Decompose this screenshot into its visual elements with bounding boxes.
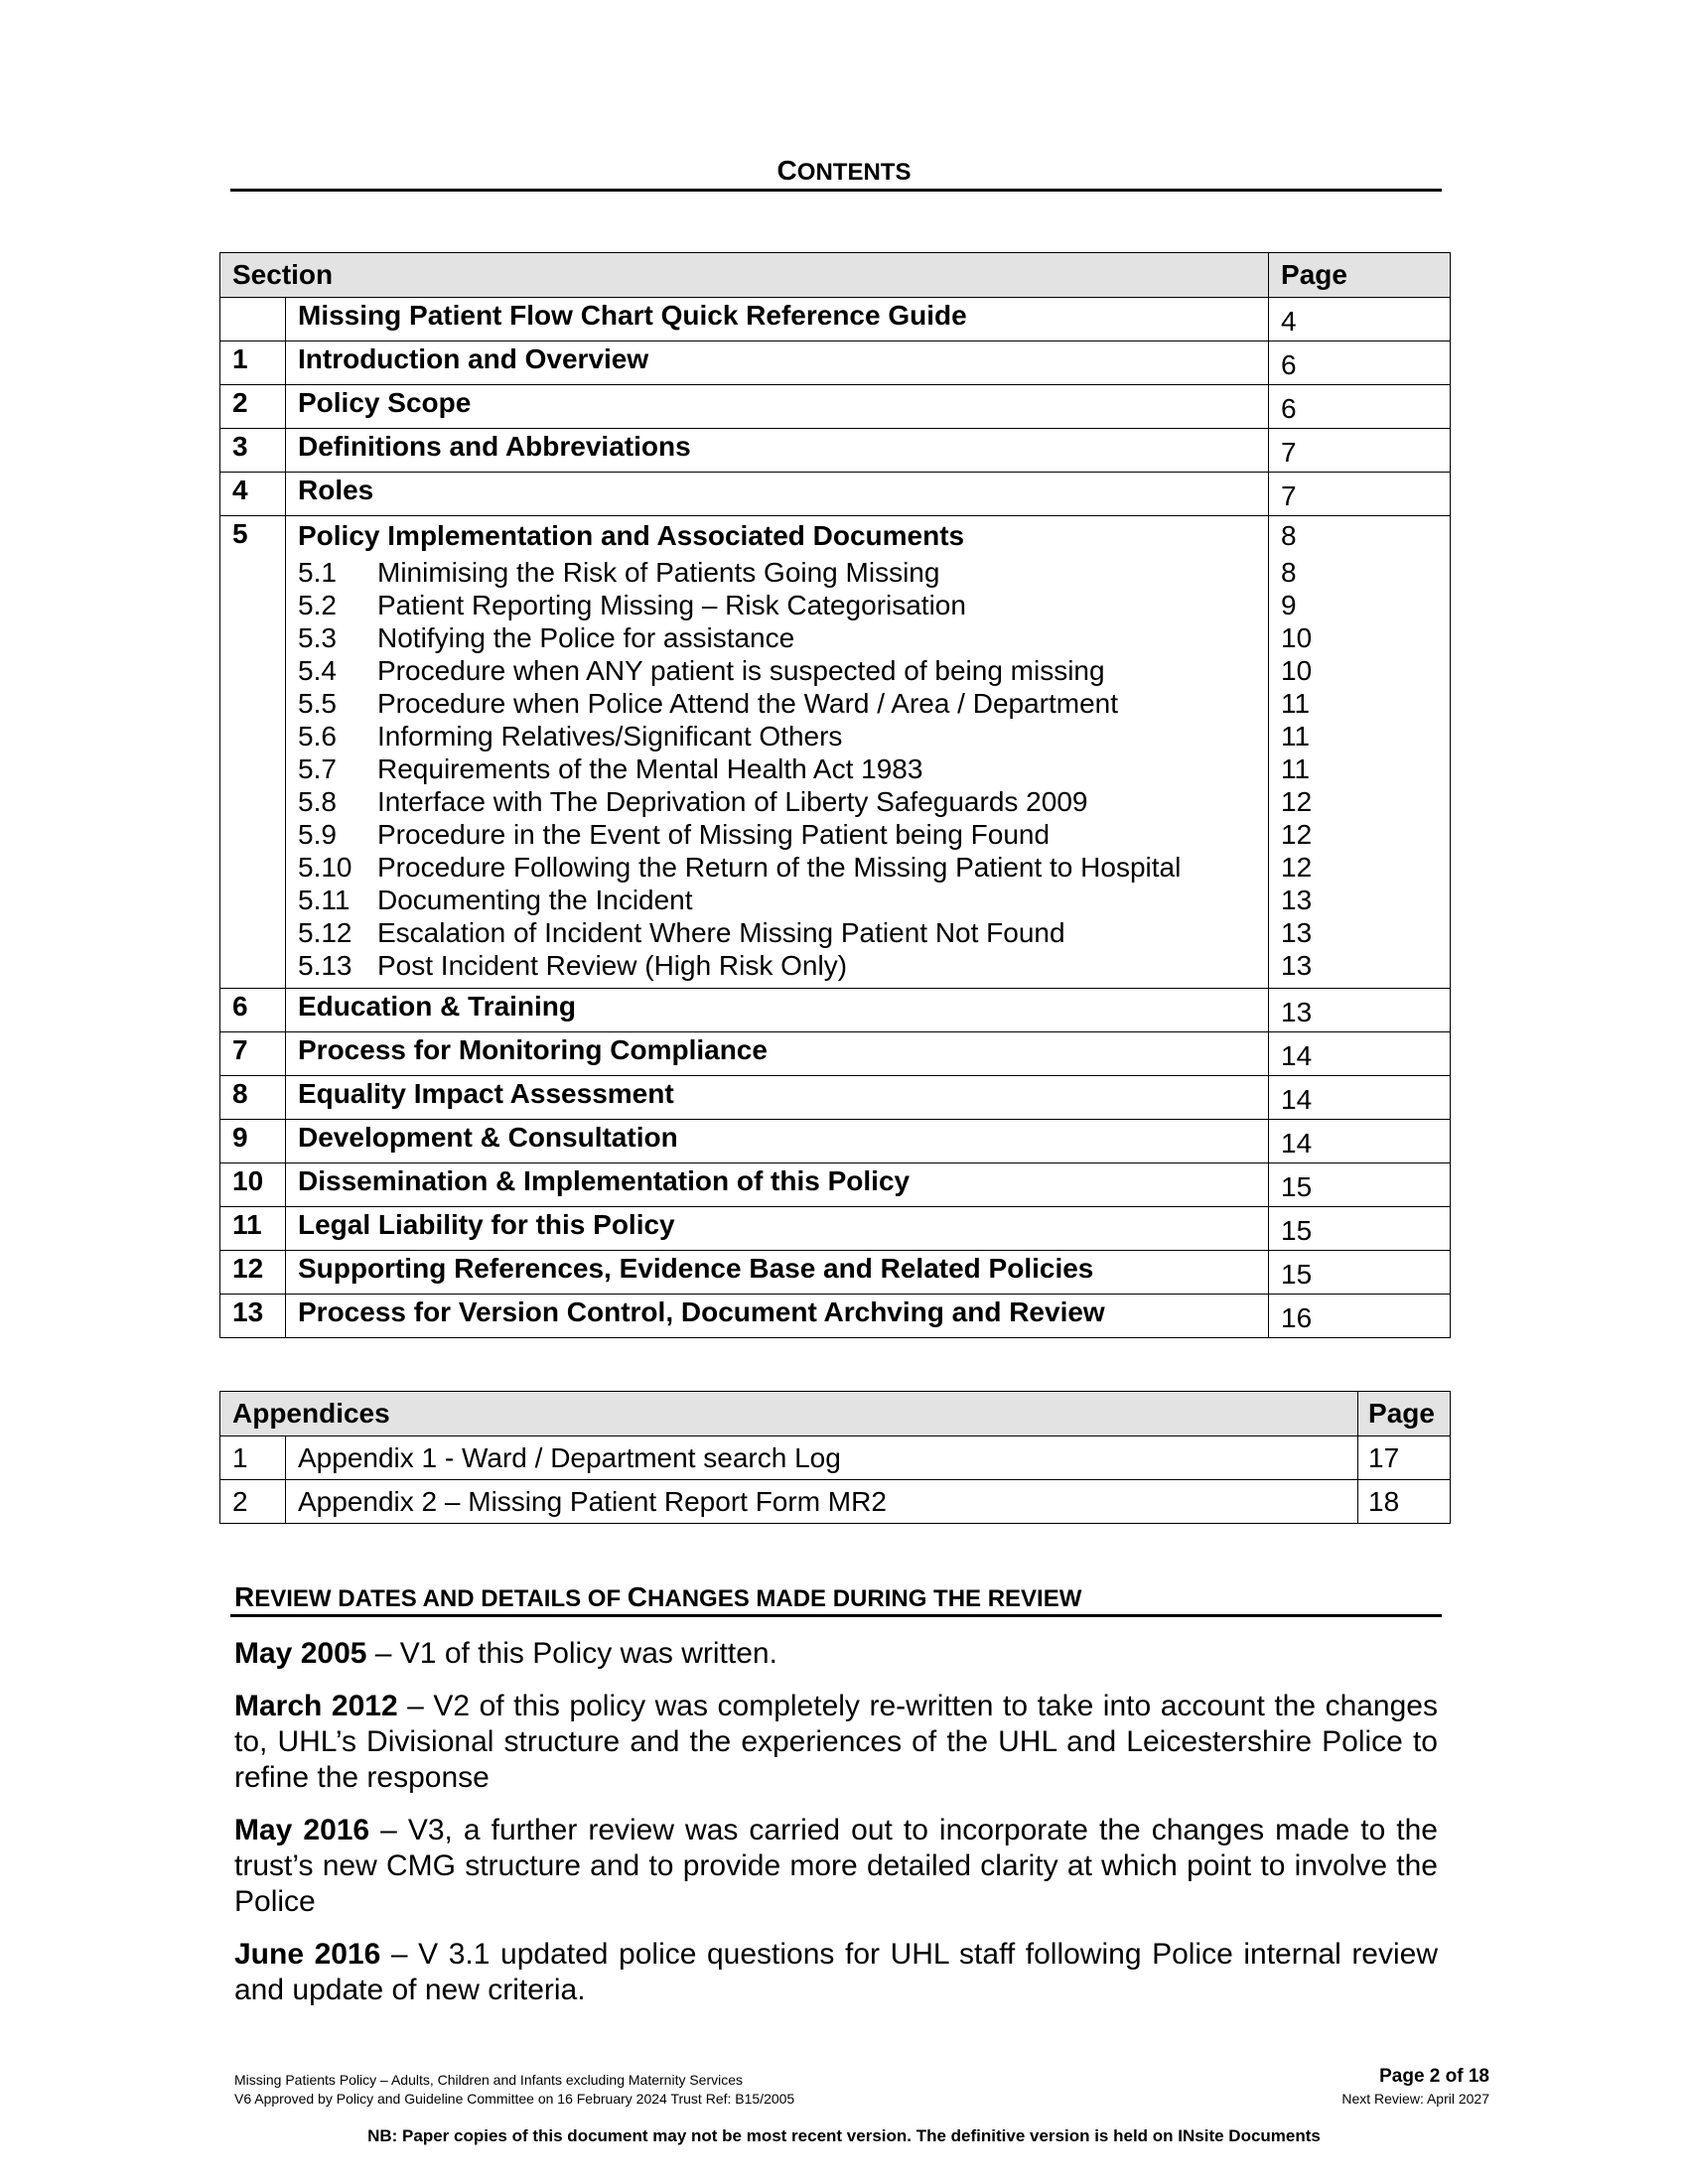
section-page: 7 (1269, 429, 1451, 473)
section-number: 8 (220, 1076, 286, 1120)
section-number: 7 (220, 1032, 286, 1076)
appendix-page: 18 (1358, 1480, 1451, 1524)
subsection-title: Procedure when Police Attend the Ward / Area / Department (377, 688, 1119, 719)
subsection-page: 12 (1281, 786, 1313, 817)
section-page: 7 (1269, 473, 1451, 516)
section-number: 2 (220, 385, 286, 429)
subsection-page: 13 (1281, 885, 1313, 915)
section-page: 6 (1269, 341, 1451, 385)
section-title[interactable]: Introduction and Overview (286, 341, 1269, 385)
contents-table (219, 252, 1451, 1338)
contents-heading: CONTENTS (776, 155, 912, 186)
contents-rule (230, 189, 1442, 192)
subsection-title: Notifying the Police for assistance (377, 622, 795, 653)
section-number: 10 (220, 1163, 286, 1207)
subsection-number: 5.3 (298, 622, 337, 653)
review-heading: REVIEW DATES AND DETAILS OF CHANGES MADE DURING THE REVIEW (234, 1581, 1082, 1612)
subsection-page: 9 (1281, 590, 1297, 620)
subsection-title: Procedure in the Event of Missing Patient being Found (377, 819, 1051, 850)
section-number: 11 (220, 1207, 286, 1251)
subsection-number: 5.13 (298, 950, 352, 981)
toc-row (220, 1295, 1451, 1338)
change-log (234, 1636, 1438, 2025)
section-page: 15 (1269, 1207, 1451, 1251)
toc-row (220, 1032, 1451, 1076)
subsection-number: 5.10 (298, 852, 352, 883)
subsection-item[interactable] (298, 851, 1268, 884)
subsection-title: Procedure when ANY patient is suspected of being missing (377, 655, 1105, 686)
subsection-number: 5.4 (298, 655, 337, 686)
section-title[interactable]: Equality Impact Assessment (286, 1076, 1269, 1120)
section-page: 15 (1269, 1163, 1451, 1207)
appendix-title[interactable]: Appendix 2 – Missing Patient Report Form MR2 (286, 1480, 1358, 1524)
subsection-page: 13 (1281, 950, 1313, 981)
subsection-page: 10 (1281, 655, 1313, 686)
subsection-title: Post Incident Review (High Risk Only) (377, 950, 848, 981)
subsection-item[interactable] (298, 621, 1268, 654)
subsection-page: 12 (1281, 852, 1313, 883)
page-number: Page 2 of 18 (1379, 2066, 1489, 2087)
subsection-number: 5.7 (298, 753, 337, 784)
section-title[interactable]: Process for Version Control, Document Archving and Review (286, 1295, 1269, 1338)
change-entry (234, 1689, 1438, 1796)
toc-row (220, 385, 1451, 429)
footer-note: NB: Paper copies of this document may not be most recent version. The definitive version is held on INsite Documents (367, 2126, 1321, 2145)
section-header: Section (220, 253, 1269, 298)
subsection-item[interactable] (298, 589, 1268, 621)
section-title[interactable]: Development & Consultation (286, 1120, 1269, 1163)
appendices-table (219, 1391, 1451, 1524)
toc-row (220, 1076, 1451, 1120)
subsection-number: 5.6 (298, 721, 337, 751)
subsection-number: 5.1 (298, 557, 337, 588)
section-page: 15 (1269, 1251, 1451, 1295)
subsection-title: Escalation of Incident Where Missing Patient Not Found (377, 917, 1065, 948)
subsection-number: 5.2 (298, 590, 337, 620)
appendix-page: 17 (1358, 1436, 1451, 1480)
section-title[interactable]: Education & Training (286, 989, 1269, 1032)
subsection-title: Informing Relatives/Significant Others (377, 721, 843, 751)
subsection-number: 5.12 (298, 917, 352, 948)
appendix-title[interactable]: Appendix 1 - Ward / Department search Log (286, 1436, 1358, 1480)
subsection-item[interactable] (298, 654, 1268, 687)
toc-row (220, 1120, 1451, 1163)
section-title[interactable]: Missing Patient Flow Chart Quick Reference Guide (286, 298, 1269, 341)
appendix-row (220, 1480, 1451, 1524)
section-number: 13 (220, 1295, 286, 1338)
section-5-page: 8 (1281, 520, 1297, 551)
subsection-page: 12 (1281, 819, 1313, 850)
next-review: Next Review: April 2027 (1341, 2091, 1489, 2107)
subsection-item[interactable] (298, 785, 1268, 818)
subsection-title: Minimising the Risk of Patients Going Missing (377, 557, 940, 588)
section-title[interactable]: Policy Scope (286, 385, 1269, 429)
change-date: June 2016 (234, 1938, 381, 1971)
section-number: 4 (220, 473, 286, 516)
section-5-title[interactable]: Policy Implementation and Associated Documents (298, 520, 965, 551)
change-text: – V1 of this Policy was written. (366, 1637, 777, 1670)
appendix-row (220, 1436, 1451, 1480)
change-date: May 2005 (234, 1637, 367, 1670)
change-date: March 2012 (234, 1690, 398, 1722)
subsection-item[interactable] (298, 752, 1268, 785)
subsection-item[interactable] (298, 720, 1268, 752)
section-page: 6 (1269, 385, 1451, 429)
change-text: – V2 of this policy was completely re-written to take into account the changes to, UHL’s Divisional structure and the experiences of the UHL and Leicestershire Police to refine the response (234, 1690, 1438, 1794)
section-title[interactable]: Definitions and Abbreviations (286, 429, 1269, 473)
subsection-item[interactable] (298, 916, 1268, 949)
toc-row (220, 989, 1451, 1032)
change-entry (234, 1636, 1438, 1672)
subsection-page: 10 (1281, 622, 1313, 653)
subsection-title: Patient Reporting Missing – Risk Categorisation (377, 590, 966, 620)
section-title[interactable]: Supporting References, Evidence Base and Related Policies (286, 1251, 1269, 1295)
subsection-title: Procedure Following the Return of the Missing Patient to Hospital (377, 852, 1182, 883)
section-number: 9 (220, 1120, 286, 1163)
change-text: – V 3.1 updated police questions for UHL staff following Police internal review and update of new criteria. (234, 1938, 1439, 2006)
subsection-item[interactable] (298, 949, 1268, 982)
subsection-list (298, 556, 1268, 982)
section-number: 5 (220, 516, 286, 989)
section-number: 1 (220, 341, 286, 385)
subsection-item[interactable] (298, 818, 1268, 851)
section-page: 14 (1269, 1076, 1451, 1120)
section-title[interactable]: Process for Monitoring Compliance (286, 1032, 1269, 1076)
change-date: May 2016 (234, 1814, 370, 1846)
appendices-header: Appendices (220, 1392, 1358, 1436)
subsection-title: Requirements of the Mental Health Act 1983 (377, 753, 923, 784)
subsection-pages (1281, 556, 1450, 982)
toc-row (220, 1251, 1451, 1295)
change-entry (234, 1813, 1438, 1920)
footer-approval: V6 Approved by Policy and Guideline Committee on 16 February 2024 Trust Ref: B15/2005 (234, 2091, 795, 2107)
subsection-item[interactable] (298, 556, 1268, 589)
section-page: 14 (1269, 1032, 1451, 1076)
section-number: 12 (220, 1251, 286, 1295)
subsection-page: 11 (1281, 688, 1311, 719)
change-entry (234, 1937, 1438, 2008)
section-number (220, 298, 286, 341)
section-page: 14 (1269, 1120, 1451, 1163)
toc-row (220, 341, 1451, 385)
subsection-number: 5.8 (298, 786, 337, 817)
subsection-number: 5.11 (298, 885, 351, 915)
subsection-title: Documenting the Incident (377, 885, 693, 915)
section-page: 16 (1269, 1295, 1451, 1338)
section-title (286, 516, 1269, 989)
section-number: 6 (220, 989, 286, 1032)
toc-row-section-5 (220, 516, 1451, 989)
toc-row (220, 298, 1451, 341)
change-text: – V3, a further review was carried out to incorporate the changes made to the trust’s new CMG structure and to provide more detailed clarity at which point to involve the Police (234, 1814, 1438, 1918)
subsection-page: 11 (1281, 721, 1311, 751)
appendix-num: 2 (220, 1480, 286, 1524)
section-number: 3 (220, 429, 286, 473)
section-page: 13 (1269, 989, 1451, 1032)
appendices-header-row (220, 1392, 1451, 1436)
subsection-page: 13 (1281, 917, 1313, 948)
toc-row (220, 473, 1451, 516)
subsection-page: 8 (1281, 557, 1297, 588)
subsection-title: Interface with The Deprivation of Liberty Safeguards 2009 (377, 786, 1088, 817)
section-title[interactable]: Roles (286, 473, 1269, 516)
page-header: Page (1269, 253, 1451, 298)
section-title[interactable]: Legal Liability for this Policy (286, 1207, 1269, 1251)
subsection-item[interactable] (298, 687, 1268, 720)
subsection-page: 11 (1281, 753, 1311, 784)
contents-header-row (220, 253, 1451, 298)
subsection-number: 5.5 (298, 688, 337, 719)
appendices-page-header: Page (1358, 1392, 1451, 1436)
section-page (1269, 516, 1451, 989)
toc-row (220, 1207, 1451, 1251)
section-title[interactable]: Dissemination & Implementation of this Policy (286, 1163, 1269, 1207)
review-rule (230, 1614, 1442, 1617)
toc-row (220, 429, 1451, 473)
footer-title: Missing Patients Policy – Adults, Children and Infants excluding Maternity Services (234, 2072, 744, 2088)
subsection-number: 5.9 (298, 819, 337, 850)
appendix-num: 1 (220, 1436, 286, 1480)
toc-row (220, 1163, 1451, 1207)
subsection-item[interactable] (298, 884, 1268, 916)
section-page: 4 (1269, 298, 1451, 341)
